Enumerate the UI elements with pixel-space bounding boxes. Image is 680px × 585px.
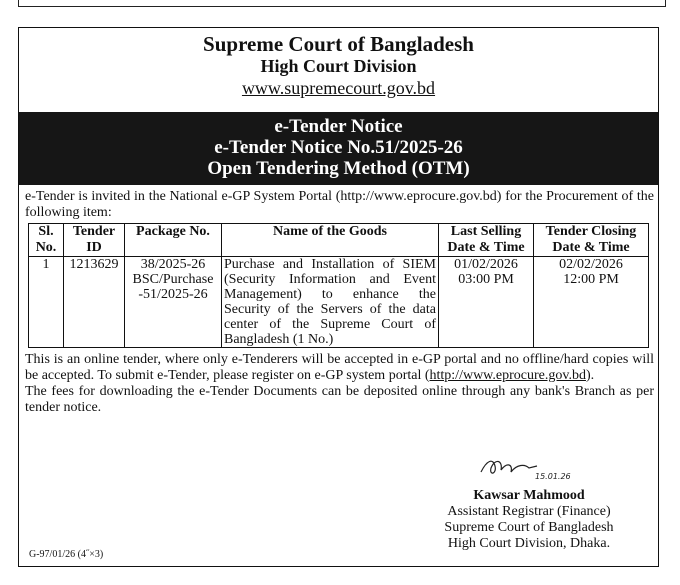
online-tender-paragraph	[19, 348, 658, 384]
cell-closing	[534, 257, 649, 348]
tender-method: Open Tendering Method (OTM)	[207, 158, 470, 179]
para1-text-a: This is an online tender, where only e-Tenderers will be accepted in e-GP portal and no offline/hard copies will be accepted. To submit e-Tender, please register on e-GP system portal (	[25, 352, 654, 383]
fees-paragraph: The fees for downloading the e-Tender Documents can be deposited online through any bank's Branch as per tender notice.	[25, 384, 654, 415]
signatory-dept: High Court Division, Dhaka.	[447, 536, 611, 551]
signatory-name: Kawsar Mahmood	[473, 488, 585, 503]
closing-date: 02/02/2026	[559, 257, 623, 272]
selling-date: 01/02/2026	[454, 257, 518, 272]
col-selling: Last Selling Date & Time	[439, 224, 534, 257]
court-name: Supreme Court of Bangladesh	[203, 32, 474, 56]
selling-time: 03:00 PM	[458, 272, 514, 287]
cell-goods: Purchase and Installation of SIEM (Security Information and Event Management) to enhance the Security of the Servers of the data center of the Supreme Court of Bangladesh (1 No.)	[222, 257, 439, 348]
notice-header	[19, 28, 658, 112]
notice-title-band	[19, 112, 658, 185]
cell-sl: 1	[29, 257, 64, 348]
signatory-block	[409, 458, 649, 552]
tender-table	[28, 223, 649, 348]
intro-text: e-Tender is invited in the National e-GP System Portal (http://www.eprocure.gov.bd) for the Procurement of the following item:	[25, 189, 654, 220]
para1-text-b: ).	[585, 368, 595, 383]
notice-number: e-Tender Notice No.51/2025-26	[214, 137, 463, 158]
table-row	[29, 257, 649, 348]
website-link[interactable]: www.supremecourt.gov.bd	[241, 78, 436, 98]
col-closing: Tender Closing Date & Time	[534, 224, 649, 257]
col-tender-id: Tender ID	[64, 224, 125, 257]
signatory-org: Supreme Court of Bangladesh	[444, 520, 614, 535]
notice-title: e-Tender Notice	[274, 116, 403, 137]
publication-code: G-97/01/26 (4˝×3)	[29, 549, 104, 560]
previous-notice-border	[18, 0, 666, 7]
closing-time: 12:00 PM	[563, 272, 619, 287]
eprocure-link[interactable]: http://www.eprocure.gov.bd	[429, 368, 586, 383]
division-name: High Court Division	[260, 56, 417, 76]
signature-date: 15.01.26	[535, 472, 571, 481]
cell-package: 38/2025-26 BSC/Purchase -51/2025-26	[125, 257, 222, 348]
cell-selling	[439, 257, 534, 348]
tender-notice	[18, 27, 659, 567]
table-header-row	[29, 224, 649, 257]
col-sl: Sl. No.	[29, 224, 64, 257]
col-goods: Name of the Goods	[222, 224, 439, 257]
col-package: Package No.	[125, 224, 222, 257]
signatory-title: Assistant Registrar (Finance)	[447, 504, 611, 519]
cell-tender-id: 1213629	[64, 257, 125, 348]
